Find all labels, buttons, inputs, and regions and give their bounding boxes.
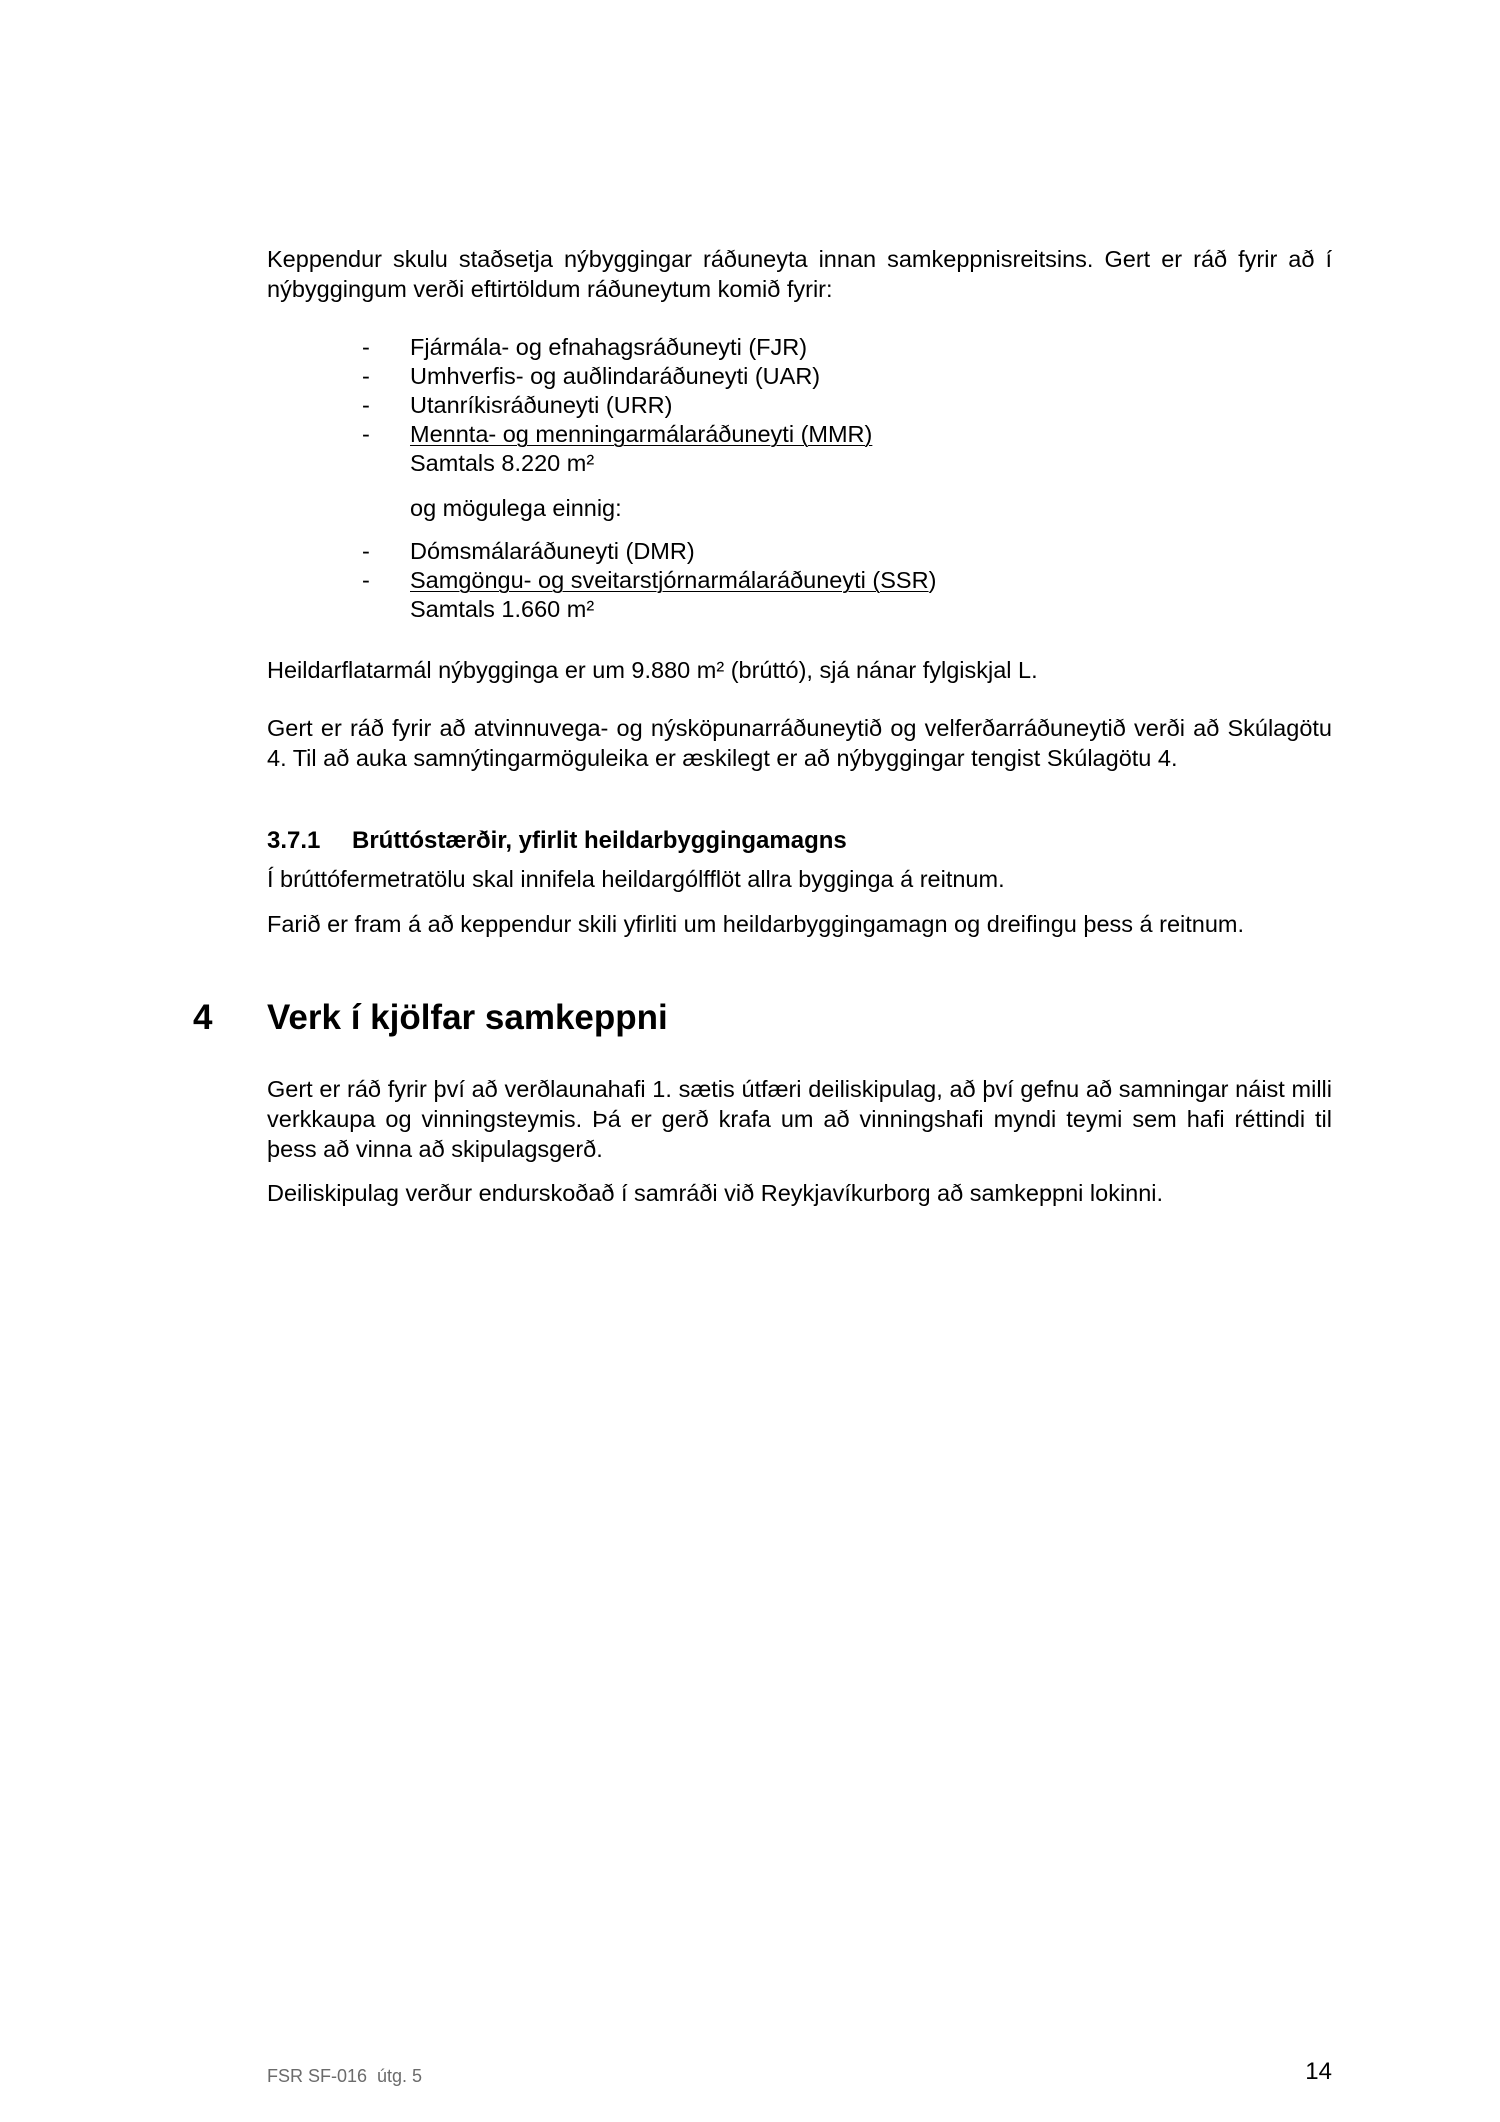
section-paragraph-1: Í brúttófermetratölu skal innifela heildargólfflöt allra bygginga á reitnum. xyxy=(267,866,1005,892)
list-dash: - xyxy=(362,421,370,447)
list-item xyxy=(362,537,1162,566)
list-dash: - xyxy=(362,567,370,593)
total-area-paragraph: Heildarflatarmál nýbygginga er um 9.880 m² (brúttó), sjá nánar fylgiskjal L. xyxy=(267,657,1038,683)
list-dash: - xyxy=(362,538,370,564)
list-item-text: Fjármála- og efnahagsráðuneyti (FJR) xyxy=(410,334,808,360)
intro-paragraph: Keppendur skulu staðsetja nýbyggingar ráðuneyta innan samkeppnisreitsins. Gert er ráð fyrir að í nýbyggingum verði eftirtöldum ráðuneytum komið fyrir: xyxy=(267,246,1332,302)
list-item xyxy=(362,566,1162,595)
subtotal-primary: Samtals 8.220 m² xyxy=(410,450,595,476)
chapter-title: Verk í kjölfar samkeppni xyxy=(267,998,668,1037)
section-paragraph-2: Farið er fram á að keppendur skili yfirliti um heildarbyggingamagn og dreifingu þess á reitnum. xyxy=(267,911,1245,937)
ministries-paragraph: Gert er ráð fyrir að atvinnuvega- og nýsköpunarráðuneytið og velferðarráðuneytið verði að Skúlagötu 4. Til að auka samnýtingarmöguleika er æskilegt er að nýbyggingar tengist Skúlagötu 4. xyxy=(267,715,1332,771)
list-dash: - xyxy=(362,363,370,389)
section-title: Brúttóstærðir, yfirlit heildarbyggingamagns xyxy=(352,827,847,854)
section-heading-3-7-1 xyxy=(267,826,847,856)
list-item xyxy=(362,333,1162,362)
list-item-text-tail: ) xyxy=(928,567,937,593)
list-item-text-underlined: Samgöngu- og sveitarstjórnarmálaráðuneyti (SSR xyxy=(410,567,929,593)
chapter-paragraph-2: Deiliskipulag verður endurskoðað í samráði við Reykjavíkurborg að samkeppni lokinni. xyxy=(267,1180,1164,1206)
footer-document-code: FSR SF-016 útg. 5 xyxy=(267,2066,423,2086)
list-item xyxy=(362,391,1162,420)
list-dash: - xyxy=(362,392,370,418)
list-item xyxy=(362,362,1162,391)
list-item-text: Umhverfis- og auðlindaráðuneyti (UAR) xyxy=(410,363,821,389)
possibly-also-label: og mögulega einnig: xyxy=(410,495,622,521)
list-item-text: Utanríkisráðuneyti (URR) xyxy=(410,392,673,418)
chapter-paragraph-1: Gert er ráð fyrir því að verðlaunahafi 1. sætis útfæri deiliskipulag, að því gefnu að samningar náist milli verkkaupa og vinningsteymis. Þá er gerð krafa um að vinningshafi myndi teymi sem hafi réttindi til þess að vinna að skipulagsgerð. xyxy=(267,1076,1332,1162)
footer-page-number: 14 xyxy=(1305,2058,1332,2085)
list-item xyxy=(362,420,1162,449)
section-number: 3.7.1 xyxy=(267,827,321,854)
list-dash: - xyxy=(362,334,370,360)
ministry-list-optional xyxy=(362,537,1162,595)
list-item-text-underlined: Mennta- og menningarmálaráðuneyti (MMR) xyxy=(410,421,873,447)
list-item-text: Dómsmálaráðuneyti (DMR) xyxy=(410,538,695,564)
chapter-number: 4 xyxy=(193,998,213,1037)
subtotal-optional: Samtals 1.660 m² xyxy=(410,596,595,622)
ministry-list-primary xyxy=(362,333,1162,449)
